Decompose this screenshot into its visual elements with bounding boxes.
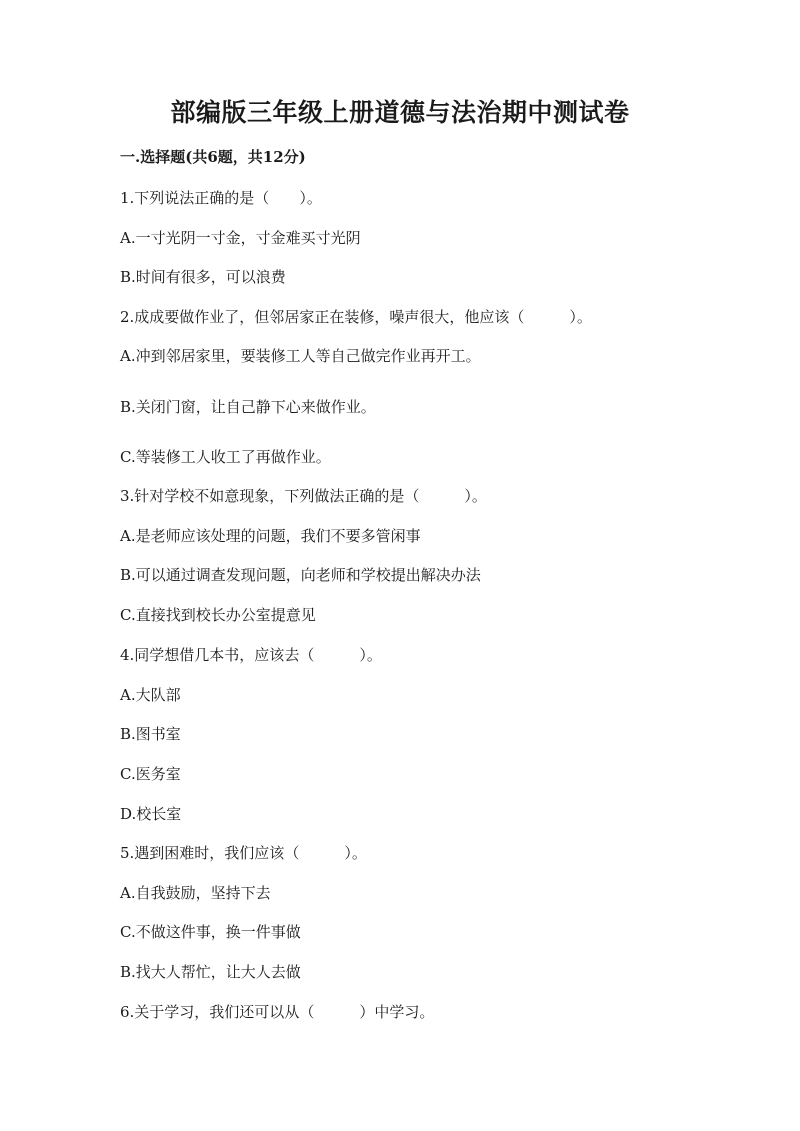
question-5-option-c: C.不做这件事，换一件事做 — [120, 923, 301, 941]
question-4-option-b: B.图书室 — [120, 725, 181, 743]
question-3-stem: 3.针对学校不如意现象，下列做法正确的是（ ）。 — [120, 487, 487, 505]
question-5-option-b: B.找大人帮忙，让大人去做 — [120, 963, 301, 981]
question-3-option-b: B.可以通过调查发现问题，向老师和学校提出解决办法 — [120, 566, 481, 584]
question-1-option-b: B.时间有很多，可以浪费 — [120, 268, 286, 286]
question-2-option-a: A.冲到邻居家里，要装修工人等自己做完作业再开工。 — [120, 347, 481, 365]
question-4-option-a: A.大队部 — [120, 686, 181, 704]
question-5-option-a: A.自我鼓励，坚持下去 — [120, 884, 271, 902]
question-1-option-a: A.一寸光阴一寸金，寸金难买寸光阴 — [120, 229, 361, 247]
question-3-option-c: C.直接找到校长办公室提意见 — [120, 606, 316, 624]
question-4-option-d: D.校长室 — [120, 805, 182, 823]
question-4-stem: 4.同学想借几本书，应该去（ ）。 — [120, 646, 382, 664]
question-1-stem: 1.下列说法正确的是（ ）。 — [120, 189, 322, 207]
question-5-stem: 5.遇到困难时，我们应该（ ）。 — [120, 844, 367, 862]
question-2-option-c: C.等装修工人收工了再做作业。 — [120, 448, 331, 466]
question-3-option-a: A.是老师应该处理的问题，我们不要多管闲事 — [120, 527, 421, 545]
question-4-option-c: C.医务室 — [120, 765, 181, 783]
question-2-stem: 2.成成要做作业了，但邻居家正在装修，噪声很大，他应该（ ）。 — [120, 308, 592, 326]
page-title: 部编版三年级上册道德与法治期中测试卷 — [170, 98, 630, 127]
question-2-option-b: B.关闭门窗，让自己静下心来做作业。 — [120, 398, 376, 416]
section-heading: 一.选择题(共6题，共12分) — [120, 148, 306, 166]
question-6-stem: 6.关于学习，我们还可以从（ ）中学习。 — [120, 1003, 435, 1021]
